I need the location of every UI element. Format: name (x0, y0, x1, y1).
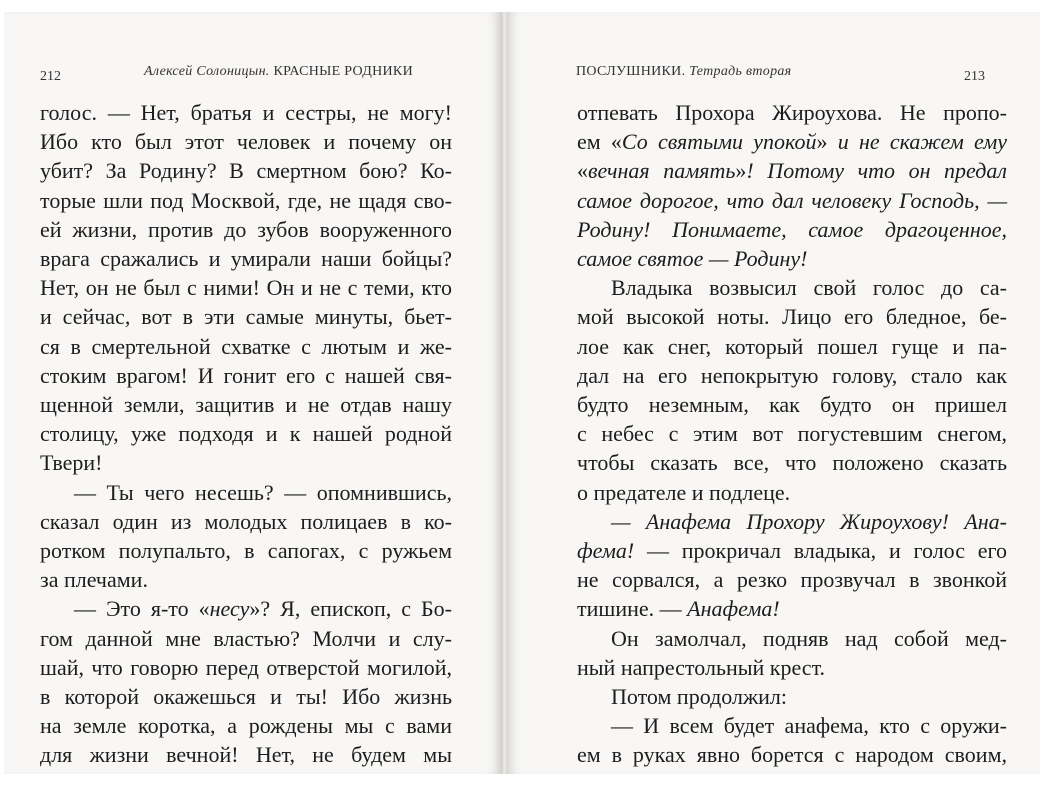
italic-text-segment: Родину! Понимаете, самое драгоценное, (577, 216, 1007, 242)
text-line (40, 302, 452, 331)
italic-text-segment: вечная память (588, 158, 736, 184)
text-line (40, 653, 452, 682)
text-line (40, 273, 452, 302)
section-title: ПОСЛУШНИКИ. (576, 64, 686, 79)
text-segment: » (816, 129, 838, 155)
text-segment: ся в смертельной схватке с лютым и же- (40, 333, 452, 359)
text-segment: » (735, 158, 747, 184)
text-segment: сказал один из молодых полицаев в ко- (40, 508, 452, 534)
text-segment: гом данной мне властью? Молчи и слу- (40, 625, 452, 651)
text-segment: тишине. — (577, 596, 688, 622)
text-segment: в которой окажешься и ты! Ибо жизнь (40, 684, 452, 710)
text-line (577, 215, 1007, 244)
text-segment: чтобы сказать все, что положено сказать (577, 450, 1007, 476)
text-line (40, 682, 452, 711)
text-segment: торые шли под Москвой, где, не щадя сво- (40, 187, 452, 213)
text-segment: »? Я, епископ, с Бо- (249, 596, 452, 622)
text-line (577, 273, 1007, 302)
text-segment: для жизни вечной! Нет, не будем мы (40, 742, 452, 768)
text-segment: « (577, 158, 588, 184)
text-line (577, 127, 1007, 156)
italic-text-segment: — Анафема Прохору Жироухову! Ана- (611, 508, 1007, 534)
left-body-text (40, 98, 452, 770)
text-line (40, 361, 452, 390)
left-page (4, 12, 501, 774)
italic-text-segment: Со святыми упокой (621, 129, 817, 155)
italic-text-segment: ! Потому что он предал (746, 158, 1007, 184)
text-line (40, 536, 452, 565)
text-line (40, 711, 452, 740)
text-line (577, 507, 1007, 536)
text-segment: ем в руках явно борется с народом своим, (577, 742, 1007, 768)
text-segment: будто неземным, как будто он пришел (577, 392, 1007, 418)
text-segment: ем « (577, 129, 622, 155)
text-line (577, 565, 1007, 594)
text-segment: щенной земли, защитив и не отдав нашу (40, 392, 452, 418)
text-line (577, 332, 1007, 361)
text-segment: не сорвался, а резко прозвучал в звонкой (577, 567, 1007, 593)
text-line (577, 740, 1007, 769)
text-segment: Потом продолжил: (611, 684, 788, 710)
italic-text-segment: фема! (577, 538, 635, 564)
text-segment: за плечами. (40, 567, 148, 593)
text-segment: столицу, уже подходя и к нашей родной (40, 421, 452, 447)
text-segment: лое как снег, который пошел гуще и па- (577, 333, 1007, 359)
text-line (577, 653, 1007, 682)
text-segment: Он замолчал, подняв над собой мед- (611, 625, 1007, 651)
text-line (40, 478, 452, 507)
text-line (40, 740, 452, 769)
text-line (577, 390, 1007, 419)
text-line (577, 156, 1007, 185)
text-line (577, 536, 1007, 565)
text-line (40, 98, 452, 127)
text-segment: дал на его непокрытую голову, стало как (577, 362, 1007, 388)
text-segment: Нет, он не был с ними! Он и не с теми, кто (40, 275, 452, 301)
text-line (40, 332, 452, 361)
text-line (40, 156, 452, 185)
text-segment: голос. — Нет, братья и сестры, не могу! (40, 100, 452, 125)
text-line (40, 186, 452, 215)
notebook-title: Тетрадь вторая (689, 64, 792, 79)
text-line (577, 419, 1007, 448)
text-segment: отпевать Прохора Жироухова. Не пропо- (577, 100, 1007, 125)
italic-text-segment: самое святое — Родину! (577, 246, 808, 272)
text-line (577, 244, 1007, 273)
italic-text-segment: самое дорогое, что дал человеку Господь, — (577, 187, 1007, 213)
text-segment: стоким врагом! И гонит его с нашей свя- (40, 362, 452, 388)
text-line (40, 419, 452, 448)
text-segment: врага сражались и умирали наши бойцы? (40, 246, 452, 272)
text-segment: с небес с этим вот погустевшим снегом, (577, 421, 1007, 447)
text-segment: убит? За Родину? В смертном бою? Ко- (40, 158, 452, 184)
text-line (577, 594, 1007, 623)
text-segment: Владыка возвысил свой голос до са- (611, 275, 1007, 301)
text-line (577, 448, 1007, 477)
italic-text-segment: несу (209, 596, 250, 622)
italic-text-segment: и не скажем ему (837, 129, 1008, 155)
text-segment: — прокричал владыка, и голос его (634, 538, 1007, 564)
book-gutter (501, 12, 508, 774)
right-page-number: 213 (964, 69, 985, 84)
text-segment: ный напрестольный крест. (577, 654, 826, 680)
text-line (577, 478, 1007, 507)
text-line (577, 711, 1007, 740)
text-segment: мой высокой ноты. Лицо его бледное, бе- (577, 304, 1007, 330)
right-page (508, 12, 1040, 774)
text-segment: на земле коротка, а рождены мы с вами (40, 713, 452, 739)
italic-text-segment: Анафема! (687, 596, 780, 622)
text-line (577, 302, 1007, 331)
text-line (40, 244, 452, 273)
left-page-number: 212 (40, 69, 61, 84)
text-segment: ей жизни, против до зубов вооруженного (40, 216, 452, 242)
text-line (40, 565, 452, 594)
text-line (40, 127, 452, 156)
text-segment: — Это я-то « (74, 596, 210, 622)
text-segment: Твери! (40, 450, 103, 476)
text-line (40, 624, 452, 653)
text-line (577, 361, 1007, 390)
author-name: Алексей Солоницын. (144, 64, 270, 79)
text-segment: — Ты чего несешь? — опомнившись, (74, 479, 452, 505)
text-segment: шай, что говорю перед отверстой могилой, (40, 654, 452, 680)
text-line (577, 624, 1007, 653)
text-segment: Ибо кто был этот человек и почему он (40, 129, 452, 155)
text-line (40, 390, 452, 419)
text-line (40, 215, 452, 244)
text-line (577, 98, 1007, 127)
right-running-title (576, 64, 791, 80)
left-running-title (144, 64, 413, 80)
text-segment: о предателе и подлеце. (577, 479, 791, 505)
book-title: КРАСНЫЕ РОДНИКИ (273, 64, 413, 79)
text-segment: ротком полупальто, в сапогах, с ружьем (40, 538, 452, 564)
text-line (40, 448, 452, 477)
text-line (40, 594, 452, 623)
right-body-text (577, 98, 1007, 770)
text-segment: и сейчас, вот в эти самые минуты, бьет- (40, 304, 452, 330)
text-line (577, 186, 1007, 215)
text-segment: — И всем будет анафема, кто с оружи- (611, 713, 1007, 739)
text-line (40, 507, 452, 536)
text-line (577, 682, 1007, 711)
